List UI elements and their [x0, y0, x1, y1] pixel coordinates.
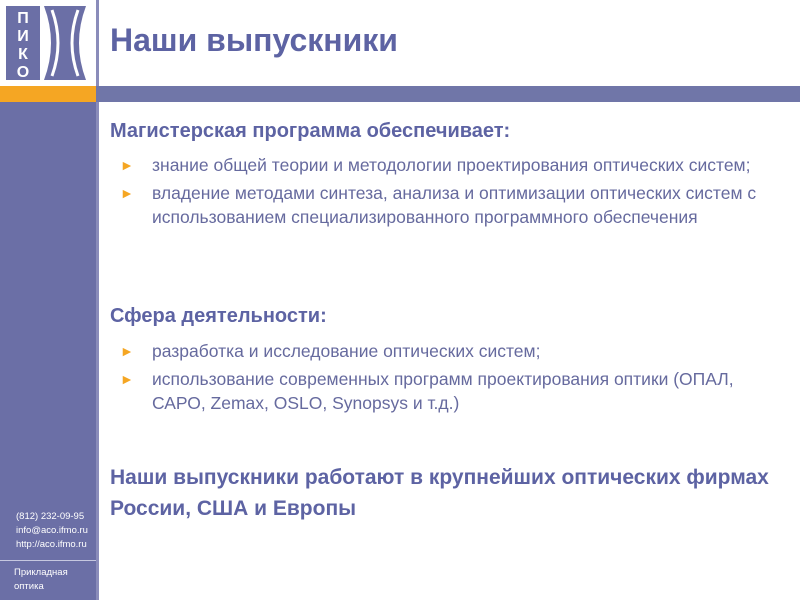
- logo-letter-3: К: [18, 46, 28, 63]
- list-item: ► разработка и исследование оптических систем;: [120, 341, 541, 361]
- sidebar-separator: [0, 560, 96, 561]
- logo-letter-1: П: [17, 10, 29, 27]
- slide-title: Наши выпускники: [110, 22, 398, 58]
- sidebar-accent-bar: [0, 86, 96, 102]
- section-heading-program: Магистерская программа обеспечивает:: [110, 120, 511, 142]
- program-bullet-list: [120, 153, 790, 233]
- activity-bullet-list: [120, 339, 790, 419]
- bullet-arrow-icon: ►: [120, 157, 134, 173]
- department-label: [14, 566, 68, 594]
- list-item: ► использование современных программ проектирования оптики (ОПАЛ, САРО, Zemax, OSLO, Synopsys и т.д.): [120, 369, 734, 413]
- contact-phone: (812) 232-09-95: [16, 511, 85, 522]
- section-heading-activity: Сфера деятельности:: [110, 305, 327, 327]
- closing-statement: Наши выпускники работают в крупнейших оптических фирмах России, США и Европы: [110, 466, 769, 520]
- logo-letter-4: О: [16, 64, 30, 81]
- contact-url: http://aco.ifmo.ru: [16, 539, 87, 550]
- department-line-2: оптика: [14, 581, 44, 592]
- title-underline-bar: [96, 86, 800, 102]
- contact-block: [16, 510, 88, 552]
- bullet-arrow-icon: ►: [120, 371, 134, 387]
- contact-email: info@aco.ifmo.ru: [16, 525, 88, 536]
- logo-letter-2: И: [17, 28, 29, 45]
- bullet-arrow-icon: ►: [120, 343, 134, 359]
- list-item: ► знание общей теории и методологии проектирования оптических систем;: [120, 155, 751, 175]
- piko-logo: [0, 0, 96, 86]
- department-line-1: Прикладная: [14, 567, 68, 578]
- bullet-arrow-icon: ►: [120, 185, 134, 201]
- lens-icon: [44, 6, 86, 80]
- list-item: ► владение методами синтеза, анализа и оптимизации оптических систем с использованием специализированного программного обеспечения: [120, 183, 757, 227]
